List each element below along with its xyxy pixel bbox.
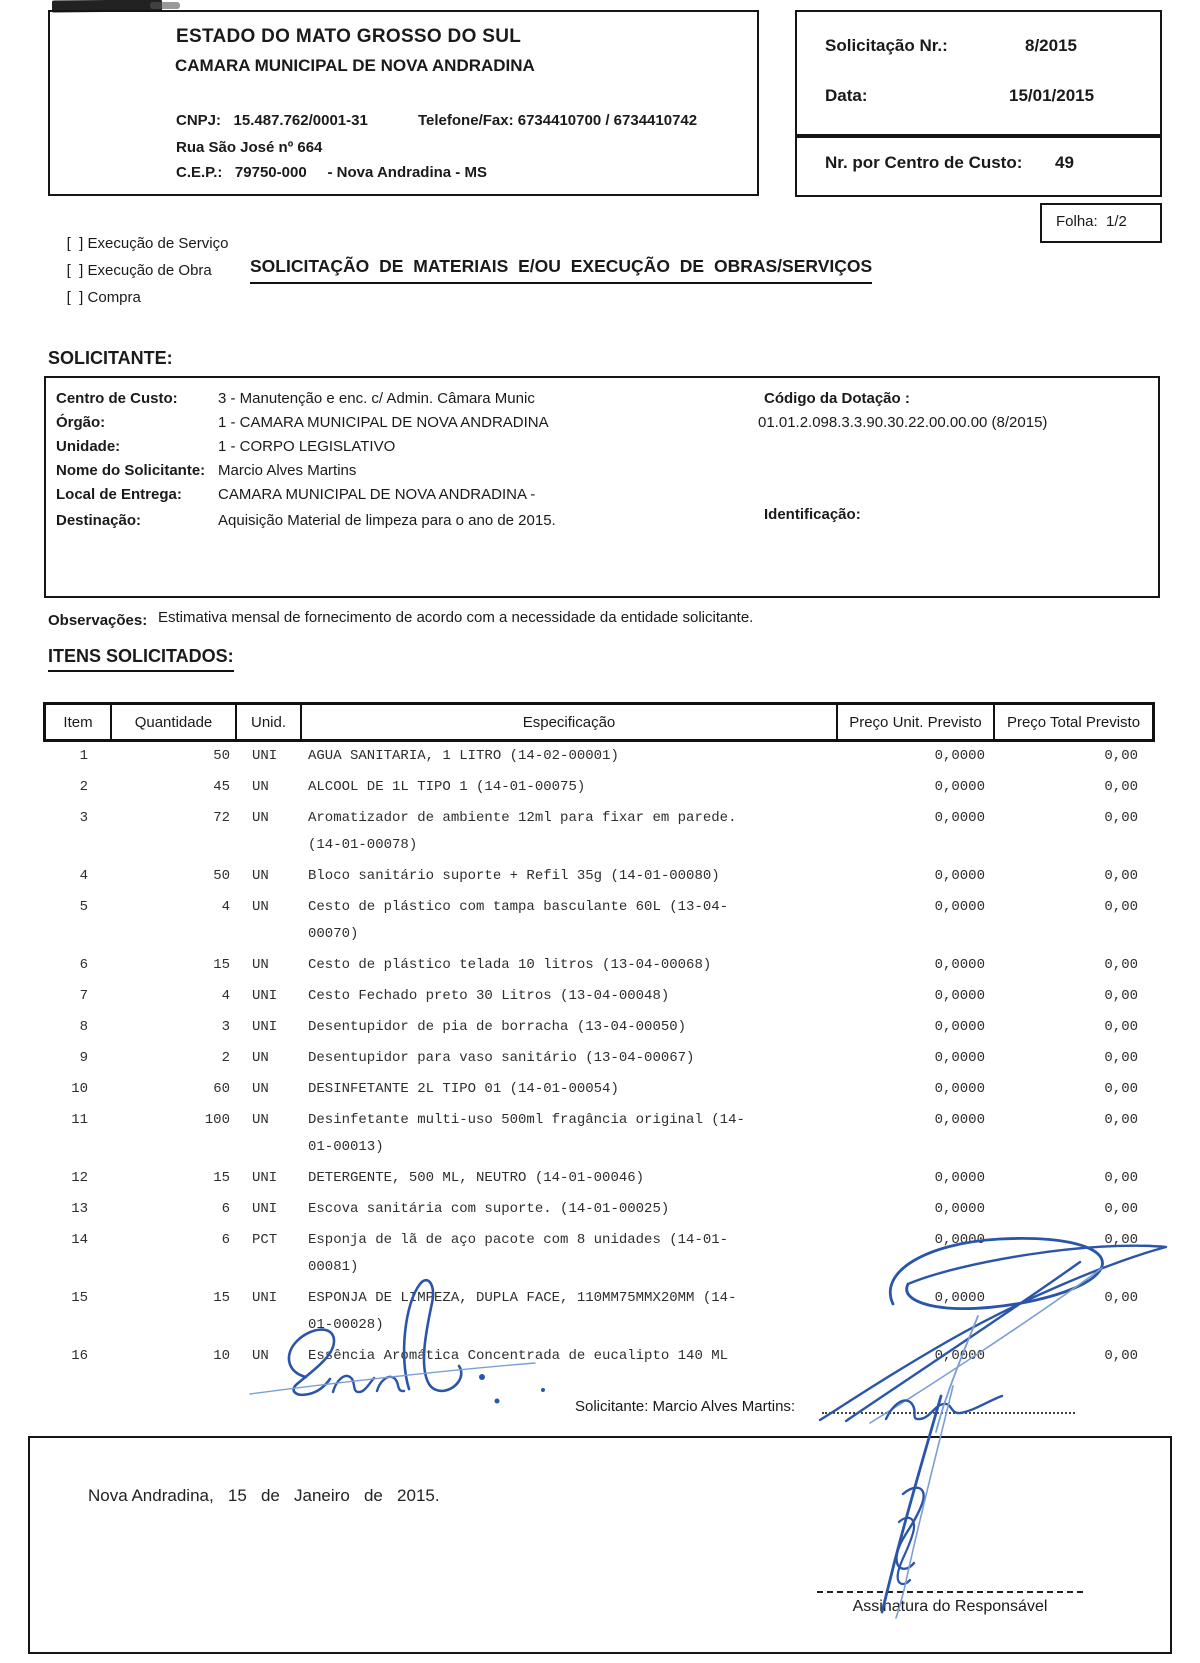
item-row	[0, 1286, 1200, 1313]
cell-spec: (14-01-00078)	[308, 837, 418, 853]
cell-spec: Cesto Fechado preto 30 Litros (13-04-00048)	[308, 988, 670, 1004]
cell-unid: UN	[252, 810, 269, 826]
cell-spec: DETERGENTE, 500 ML, NEUTRO (14-01-00046)	[308, 1170, 645, 1186]
cell-unid: UN	[252, 779, 269, 795]
cell-item: 1	[79, 748, 88, 764]
cell-unid: PCT	[252, 1232, 278, 1248]
cell-qty: 100	[204, 1112, 230, 1128]
cell-ptotal: 0,00	[1104, 1232, 1138, 1248]
cell-ptotal: 0,00	[1104, 748, 1138, 764]
items-rows	[0, 744, 1200, 1375]
cell-spec: Desentupidor de pia de borracha (13-04-00050)	[308, 1019, 687, 1035]
solicitacao-value: 8/2015	[1025, 36, 1077, 55]
item-row	[0, 1344, 1200, 1371]
cell-unid: UN	[252, 1112, 269, 1128]
field-label: Nome do Solicitante:	[56, 462, 206, 479]
item-row	[0, 864, 1200, 891]
cell-punit: 0,0000	[934, 1112, 985, 1128]
cell-punit: 0,0000	[934, 1170, 985, 1186]
assinatura-label: Assinatura do Responsável	[852, 1598, 1048, 1615]
items-table-header	[43, 702, 1155, 742]
checkbox-label: Execução de Obra	[87, 262, 212, 279]
cell-spec: DESINFETANTE 2L TIPO 01 (14-01-00054)	[308, 1081, 619, 1097]
item-row	[0, 1046, 1200, 1073]
cell-punit: 0,0000	[934, 1348, 985, 1364]
field-value: 1 - CORPO LEGISLATIVO	[218, 438, 396, 455]
cell-qty: 10	[213, 1348, 230, 1364]
item-row	[0, 1108, 1200, 1135]
cell-unid: UN	[252, 1050, 269, 1066]
observacoes-label: Observações:	[48, 612, 148, 629]
cell-ptotal: 0,00	[1104, 1081, 1138, 1097]
item-row-continuation	[0, 833, 1200, 860]
cell-unid: UN	[252, 957, 269, 973]
cnpj-label: CNPJ:	[176, 112, 222, 129]
folha-box	[1040, 203, 1162, 243]
cell-ptotal: 0,00	[1104, 779, 1138, 795]
cell-punit: 0,0000	[934, 1081, 985, 1097]
cell-ptotal: 0,00	[1104, 1019, 1138, 1035]
cell-spec: Desinfetante multi-uso 500ml fragância original (14-	[308, 1112, 745, 1128]
cell-unid: UNI	[252, 1170, 278, 1186]
folha-label: Folha:	[1056, 213, 1098, 230]
item-row	[0, 1197, 1200, 1224]
cell-punit: 0,0000	[934, 810, 985, 826]
checkbox-label: Compra	[87, 289, 141, 306]
org-name-line2: CAMARA MUNICIPAL DE NOVA ANDRADINA	[175, 56, 535, 75]
org-name-line1: ESTADO DO MATO GROSSO DO SUL	[176, 26, 522, 47]
cell-unid: UN	[252, 1081, 269, 1097]
cell-unid: UNI	[252, 1290, 278, 1306]
cell-qty: 2	[221, 1050, 230, 1066]
item-row	[0, 1228, 1200, 1255]
cell-punit: 0,0000	[934, 868, 985, 884]
cell-punit: 0,0000	[934, 748, 985, 764]
cell-item: 14	[71, 1232, 88, 1248]
cell-ptotal: 0,00	[1104, 1112, 1138, 1128]
cnpj-value: 15.487.762/0001-31	[233, 112, 368, 129]
header-request-box	[795, 10, 1162, 138]
cell-qty: 50	[213, 748, 230, 764]
cell-spec: Esponja de lã de aço pacote com 8 unidades (14-01-	[308, 1232, 729, 1248]
field-value: Aquisição Material de limpeza para o ano de 2015.	[218, 512, 556, 529]
item-row	[0, 1077, 1200, 1104]
cell-ptotal: 0,00	[1104, 868, 1138, 884]
scan-artifact-smudge	[150, 2, 180, 9]
cell-qty: 6	[221, 1232, 230, 1248]
checkbox-brackets: [ ]	[66, 289, 84, 306]
dotacao-value: 01.01.2.098.3.3.90.30.22.00.00.00 (8/2015)	[758, 414, 1048, 431]
item-row	[0, 806, 1200, 833]
cell-spec: Aromatizador de ambiente 12ml para fixar em parede.	[308, 810, 737, 826]
cell-item: 11	[71, 1112, 88, 1128]
cell-punit: 0,0000	[934, 779, 985, 795]
cell-ptotal: 0,00	[1104, 1170, 1138, 1186]
cell-punit: 0,0000	[934, 1201, 985, 1217]
cell-spec: ESPONJA DE LIMPEZA, DUPLA FACE, 110MM75MMX20MM (14-	[308, 1290, 737, 1306]
cell-spec: ALCOOL DE 1L TIPO 1 (14-01-00075)	[308, 779, 586, 795]
centro-custo-label: Nr. por Centro de Custo:	[825, 153, 1023, 172]
cep-label: C.E.P.:	[176, 164, 223, 181]
cell-ptotal: 0,00	[1104, 1050, 1138, 1066]
cell-spec: AGUA SANITARIA, 1 LITRO (14-02-00001)	[308, 748, 619, 764]
cell-qty: 15	[213, 1290, 230, 1306]
cell-ptotal: 0,00	[1104, 957, 1138, 973]
col-quantidade: Quantidade	[112, 705, 237, 739]
header-org-box	[48, 10, 759, 196]
phone-value: 6734410700 / 6734410742	[517, 112, 698, 129]
item-row	[0, 953, 1200, 980]
cell-punit: 0,0000	[934, 988, 985, 1004]
cell-punit: 0,0000	[934, 957, 985, 973]
identificacao-label: Identificação:	[764, 506, 861, 523]
field-label: Centro de Custo:	[56, 390, 178, 407]
cell-item: 9	[79, 1050, 88, 1066]
cell-item: 3	[79, 810, 88, 826]
cell-ptotal: 0,00	[1104, 810, 1138, 826]
cell-item: 8	[79, 1019, 88, 1035]
cell-unid: UNI	[252, 988, 278, 1004]
field-value: CAMARA MUNICIPAL DE NOVA ANDRADINA -	[218, 486, 536, 503]
data-label: Data:	[825, 86, 868, 105]
solicitacao-label: Solicitação Nr.:	[825, 36, 948, 55]
phone-line	[418, 112, 697, 129]
checkbox-brackets: [ ]	[66, 262, 84, 279]
cell-spec: 00081)	[308, 1259, 359, 1275]
cell-item: 16	[71, 1348, 88, 1364]
solicitante-box	[44, 376, 1160, 598]
solicitante-heading: SOLICITANTE:	[48, 348, 173, 368]
cell-punit: 0,0000	[934, 899, 985, 915]
cep-city: - Nova Andradina - MS	[327, 164, 487, 181]
responsible-signature-line	[817, 1591, 1083, 1593]
signature-dotted-leader	[822, 1394, 1075, 1414]
cell-qty: 45	[213, 779, 230, 795]
col-unid: Unid.	[237, 705, 302, 739]
folha-line	[1056, 213, 1127, 230]
cell-qty: 3	[221, 1019, 230, 1035]
field-value: Marcio Alves Martins	[218, 462, 357, 479]
cell-punit: 0,0000	[934, 1050, 985, 1066]
cell-unid: UNI	[252, 748, 278, 764]
cell-qty: 4	[221, 988, 230, 1004]
cell-ptotal: 0,00	[1104, 899, 1138, 915]
cep-line	[176, 164, 487, 181]
cell-spec: Bloco sanitário suporte + Refil 35g (14-01-00080)	[308, 868, 720, 884]
field-label: Unidade:	[56, 438, 121, 455]
cell-ptotal: 0,00	[1104, 1290, 1138, 1306]
cell-spec: 01-00013)	[308, 1139, 384, 1155]
solicitante-signature-label: Solicitante: Marcio Alves Martins:	[575, 1398, 796, 1415]
item-row-continuation	[0, 1313, 1200, 1340]
cep-value: 79750-000	[234, 164, 307, 181]
date-line: Nova Andradina, 15 de Janeiro de 2015.	[88, 1486, 440, 1505]
cell-qty: 60	[213, 1081, 230, 1097]
cell-item: 7	[79, 988, 88, 1004]
cell-item: 6	[79, 957, 88, 973]
cell-unid: UN	[252, 1348, 269, 1364]
footer-box	[28, 1436, 1172, 1654]
cell-item: 10	[71, 1081, 88, 1097]
cell-spec: Cesto de plástico com tampa basculante 60L (13-04-	[308, 899, 729, 915]
item-row-continuation	[0, 922, 1200, 949]
cell-qty: 15	[213, 1170, 230, 1186]
cell-ptotal: 0,00	[1104, 1201, 1138, 1217]
field-label: Local de Entrega:	[56, 486, 182, 503]
cell-unid: UN	[252, 868, 269, 884]
cell-spec: 00070)	[308, 926, 359, 942]
cell-item: 15	[71, 1290, 88, 1306]
field-value: 3 - Manutenção e enc. c/ Admin. Câmara Munic	[218, 390, 535, 407]
cell-punit: 0,0000	[934, 1232, 985, 1248]
cell-item: 2	[79, 779, 88, 795]
cell-unid: UNI	[252, 1201, 278, 1217]
dotacao-label: Código da Dotação :	[764, 390, 910, 407]
checkbox-compra	[50, 272, 141, 323]
cell-spec: Escova sanitária com suporte. (14-01-00025)	[308, 1201, 670, 1217]
data-value: 15/01/2015	[1009, 86, 1095, 105]
col-preco-unit: Preço Unit. Previsto	[838, 705, 995, 739]
cell-spec: 01-00028)	[308, 1317, 384, 1333]
item-row-continuation	[0, 1135, 1200, 1162]
cell-item: 12	[71, 1170, 88, 1186]
item-row	[0, 775, 1200, 802]
item-row	[0, 1166, 1200, 1193]
observacoes-value: Estimativa mensal de fornecimento de acordo com a necessidade da entidade solicitante.	[158, 609, 754, 626]
cnpj-line	[176, 112, 368, 129]
document-title: SOLICITAÇÃO DE MATERIAIS E/OU EXECUÇÃO DE OBRAS/SERVIÇOS	[250, 256, 872, 284]
col-item: Item	[46, 705, 112, 739]
field-label: Órgão:	[56, 414, 106, 431]
item-row-continuation	[0, 1255, 1200, 1282]
field-label: Destinação:	[56, 512, 142, 529]
cell-spec: Desentupidor para vaso sanitário (13-04-00067)	[308, 1050, 695, 1066]
item-row	[0, 1015, 1200, 1042]
item-row	[0, 895, 1200, 922]
item-row	[0, 744, 1200, 771]
cell-ptotal: 0,00	[1104, 988, 1138, 1004]
itens-heading: ITENS SOLICITADOS:	[48, 646, 234, 672]
cell-qty: 6	[221, 1201, 230, 1217]
header-centro-custo-box	[795, 134, 1162, 197]
cell-punit: 0,0000	[934, 1019, 985, 1035]
col-preco-total: Preço Total Previsto	[1006, 713, 1141, 731]
col-especificacao: Especificação	[302, 705, 838, 739]
cell-item: 4	[79, 868, 88, 884]
cell-item: 5	[79, 899, 88, 915]
cell-ptotal: 0,00	[1104, 1348, 1138, 1364]
cell-unid: UNI	[252, 1019, 278, 1035]
cell-item: 13	[71, 1201, 88, 1217]
checkbox-label: Execução de Serviço	[87, 235, 229, 252]
field-value: 1 - CAMARA MUNICIPAL DE NOVA ANDRADINA	[218, 414, 549, 431]
cell-unid: UN	[252, 899, 269, 915]
cell-spec: Cesto de plástico telada 10 litros (13-04-00068)	[308, 957, 712, 973]
cell-spec: Essência Aromática Concentrada de eucalipto 140 ML	[308, 1348, 729, 1364]
cell-qty: 15	[213, 957, 230, 973]
address-line: Rua São José nº 664	[176, 139, 323, 156]
centro-custo-value: 49	[1055, 153, 1074, 172]
phone-label: Telefone/Fax:	[418, 112, 514, 129]
cell-qty: 4	[221, 899, 230, 915]
checkbox-brackets: [ ]	[66, 235, 84, 252]
cell-punit: 0,0000	[934, 1290, 985, 1306]
cell-qty: 50	[213, 868, 230, 884]
cell-qty: 72	[213, 810, 230, 826]
folha-value: 1/2	[1106, 213, 1127, 230]
item-row	[0, 984, 1200, 1011]
